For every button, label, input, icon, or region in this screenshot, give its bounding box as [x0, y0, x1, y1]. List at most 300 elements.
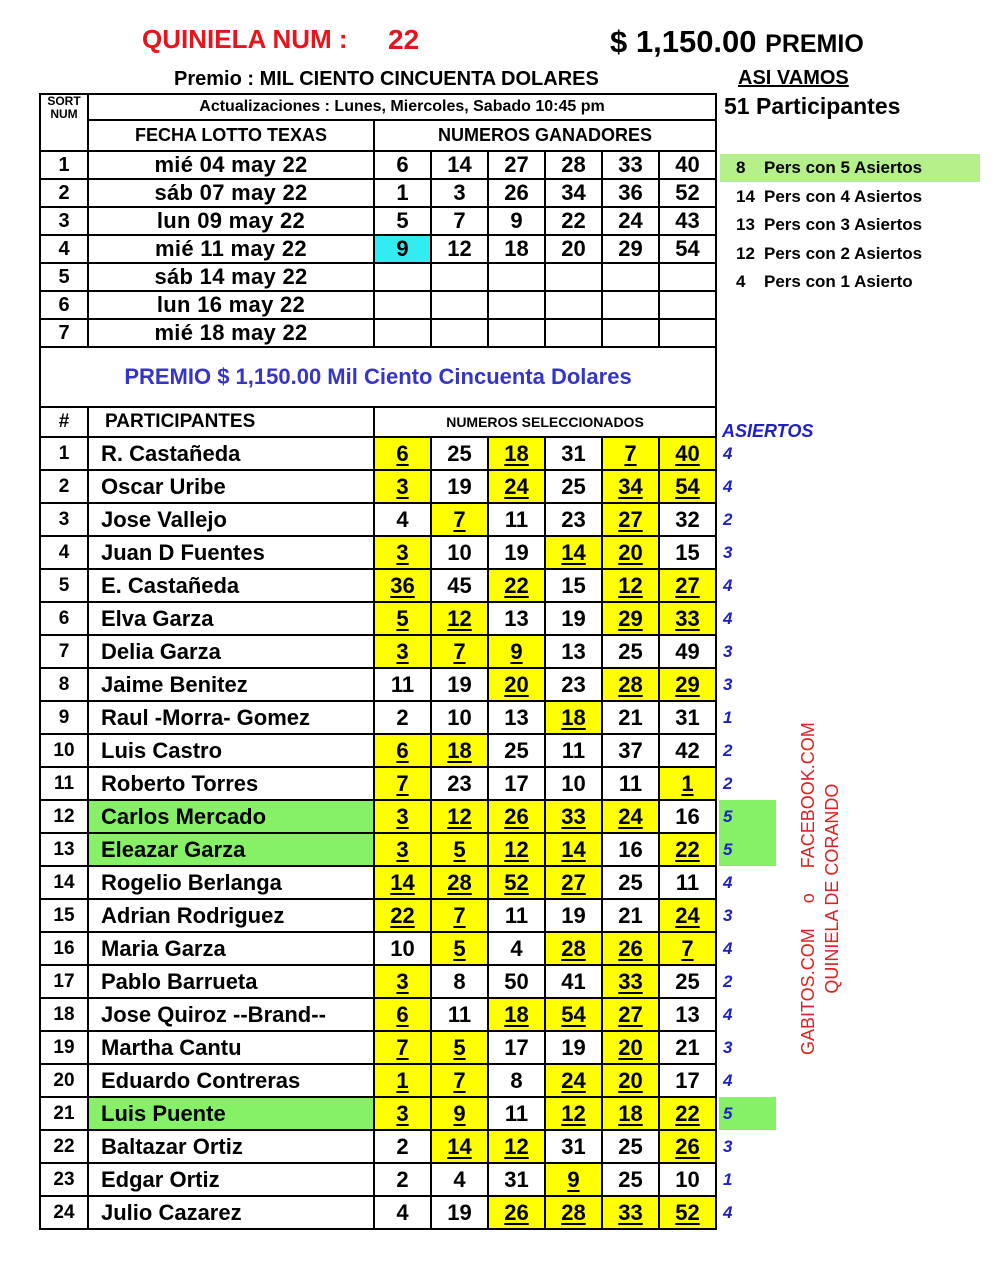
matched-number: 54: [545, 998, 602, 1031]
draw-row: [40, 235, 716, 263]
participant-number: 6: [40, 602, 88, 635]
summary-text: Pers con 2 Asiertos: [764, 243, 923, 263]
participants-header: PARTICIPANTES: [88, 407, 374, 437]
winning-number: [374, 291, 431, 319]
matched-number: 24: [659, 899, 716, 932]
winning-number: [602, 291, 659, 319]
winning-number: 34: [545, 179, 602, 207]
matched-number: 18: [602, 1097, 659, 1130]
draw-row: [40, 319, 716, 347]
participant-row[interactable]: [40, 932, 716, 965]
asiertos-value: 1: [723, 1170, 733, 1189]
participant-row[interactable]: [40, 998, 716, 1031]
participant-number: 19: [40, 1031, 88, 1064]
participant-name: Luis Castro: [88, 734, 374, 767]
selected-numbers-header: NUMEROS SELECCIONADOS: [374, 407, 716, 437]
participant-row[interactable]: [40, 1097, 716, 1130]
selected-number: 8: [431, 965, 488, 998]
matched-number: 28: [545, 932, 602, 965]
matched-number: 12: [431, 800, 488, 833]
matched-number: 20: [602, 536, 659, 569]
participant-number: 13: [40, 833, 88, 866]
draw-row: [40, 263, 716, 291]
draw-sort-num: 5: [40, 263, 88, 291]
asiertos-value: 3: [723, 1137, 733, 1156]
participant-number: 17: [40, 965, 88, 998]
draw-sort-num: 3: [40, 207, 88, 235]
matched-number: 7: [431, 635, 488, 668]
asiertos-value: 1: [723, 708, 733, 727]
quiniela-number: 22: [388, 24, 420, 55]
selected-number: 10: [659, 1163, 716, 1196]
participant-number: 22: [40, 1130, 88, 1163]
selected-number: 2: [374, 1130, 431, 1163]
matched-number: 22: [659, 833, 716, 866]
draw-sort-num: 2: [40, 179, 88, 207]
selected-number: 21: [659, 1031, 716, 1064]
asiertos-value: 2: [723, 510, 733, 529]
winning-number: 3: [431, 179, 488, 207]
winning-number: [602, 319, 659, 347]
matched-number: 6: [374, 437, 431, 470]
winning-number: 22: [545, 207, 602, 235]
sort-num-header[interactable]: SORT NUM: [40, 94, 88, 151]
participant-row[interactable]: [40, 1196, 716, 1229]
participant-number: 8: [40, 668, 88, 701]
summary-count: 14: [736, 186, 755, 206]
selected-number: 10: [374, 932, 431, 965]
selected-number: 19: [488, 536, 545, 569]
sponsor-line-1: GABITOS.COM o FACEBOOK.COM: [798, 722, 818, 1055]
participant-name: Eduardo Contreras: [88, 1064, 374, 1097]
matched-number: 7: [431, 1064, 488, 1097]
matched-number: 22: [659, 1097, 716, 1130]
participant-row[interactable]: [40, 635, 716, 668]
matched-number: 20: [602, 1031, 659, 1064]
matched-number: 24: [602, 800, 659, 833]
summary-count: 8: [736, 158, 746, 177]
selected-number: 25: [659, 965, 716, 998]
matched-number: 3: [374, 470, 431, 503]
selected-number: 11: [488, 503, 545, 536]
asiertos-value: 5: [723, 1104, 733, 1123]
draw-date: mié 18 may 22: [88, 319, 374, 347]
participant-name: Elva Garza: [88, 602, 374, 635]
winning-number: 28: [545, 151, 602, 179]
asiertos-value: 3: [723, 906, 733, 925]
asiertos-value: 2: [723, 972, 733, 991]
summary-item: [720, 240, 980, 268]
selected-number: 16: [602, 833, 659, 866]
participant-row[interactable]: [40, 701, 716, 734]
summary-text: Pers con 3 Asiertos: [764, 215, 923, 234]
matched-number: 12: [488, 833, 545, 866]
winning-number: [431, 291, 488, 319]
participant-row[interactable]: [40, 833, 716, 866]
selected-number: 32: [659, 503, 716, 536]
asiertos-value: 5: [723, 840, 733, 859]
participant-name: Raul -Morra- Gomez: [88, 701, 374, 734]
matched-number: 18: [431, 734, 488, 767]
asiertos-value: 4: [723, 1203, 733, 1222]
participant-name: Julio Cazarez: [88, 1196, 374, 1229]
matched-number: 7: [374, 1031, 431, 1064]
participant-number: 5: [40, 569, 88, 602]
matched-number: 9: [431, 1097, 488, 1130]
matched-number: 22: [374, 899, 431, 932]
summary-text: Pers con 4 Asiertos: [764, 186, 923, 206]
matched-number: 12: [431, 602, 488, 635]
winning-number: [659, 319, 716, 347]
participant-row[interactable]: [40, 1130, 716, 1163]
participant-number: 15: [40, 899, 88, 932]
quiniela-title: QUINIELA NUM :: [142, 24, 348, 54]
matched-number: 18: [488, 998, 545, 1031]
asiertos-value: 4: [723, 576, 733, 595]
selected-number: 23: [545, 503, 602, 536]
winning-number: 5: [374, 207, 431, 235]
matched-number: 14: [431, 1130, 488, 1163]
selected-number: 4: [374, 503, 431, 536]
selected-number: 13: [488, 701, 545, 734]
selected-number: 31: [545, 1130, 602, 1163]
prize-heading: [610, 24, 864, 60]
summary-count: 4: [736, 272, 746, 291]
winning-numbers-header: NUMEROS GANADORES: [374, 120, 716, 151]
selected-number: 11: [488, 1097, 545, 1130]
draw-date: sáb 07 may 22: [88, 179, 374, 207]
prize-banner: PREMIO $ 1,150.00 Mil Ciento Cincuenta Dolares: [40, 347, 716, 407]
selected-number: 10: [431, 536, 488, 569]
matched-number: 7: [659, 932, 716, 965]
draw-sort-num: 6: [40, 291, 88, 319]
matched-number: 5: [431, 833, 488, 866]
selected-number: 19: [431, 470, 488, 503]
selected-number: 42: [659, 734, 716, 767]
matched-number: 14: [374, 866, 431, 899]
matched-number: 33: [545, 800, 602, 833]
winning-number: 12: [431, 235, 488, 263]
winning-number: 7: [431, 207, 488, 235]
participant-name: R. Castañeda: [88, 437, 374, 470]
participant-number: 7: [40, 635, 88, 668]
participant-row[interactable]: [40, 734, 716, 767]
participant-number: 23: [40, 1163, 88, 1196]
selected-number: 17: [659, 1064, 716, 1097]
draw-date: lun 16 may 22: [88, 291, 374, 319]
matched-number: 12: [545, 1097, 602, 1130]
winning-number: 9: [488, 207, 545, 235]
participant-number: 3: [40, 503, 88, 536]
winning-number: [431, 319, 488, 347]
winning-number: [488, 319, 545, 347]
winning-number: 1: [374, 179, 431, 207]
asiertos-value: 4: [723, 873, 733, 892]
matched-number: 26: [488, 1196, 545, 1229]
draw-sort-num: 4: [40, 235, 88, 263]
asiertos-value: 4: [723, 444, 733, 463]
draw-date: mié 04 may 22: [88, 151, 374, 179]
participant-row[interactable]: [40, 1064, 716, 1097]
winning-number: 54: [659, 235, 716, 263]
matched-number: 29: [602, 602, 659, 635]
participant-name: Baltazar Ortiz: [88, 1130, 374, 1163]
selected-number: 19: [545, 602, 602, 635]
selected-number: 25: [602, 1130, 659, 1163]
selected-number: 4: [488, 932, 545, 965]
draw-row: [40, 151, 716, 179]
asiertos-value: 3: [723, 642, 733, 661]
matched-number: 52: [659, 1196, 716, 1229]
selected-number: 13: [545, 635, 602, 668]
selected-number: 19: [545, 899, 602, 932]
selected-number: 50: [488, 965, 545, 998]
winning-number: 26: [488, 179, 545, 207]
lotto-table: [39, 93, 717, 1230]
participant-name: Martha Cantu: [88, 1031, 374, 1064]
participant-row[interactable]: [40, 1031, 716, 1064]
matched-number: 28: [602, 668, 659, 701]
matched-number: 3: [374, 965, 431, 998]
asiertos-value: 2: [723, 774, 733, 793]
participant-row[interactable]: [40, 536, 716, 569]
participant-number: 16: [40, 932, 88, 965]
draw-date: mié 11 may 22: [88, 235, 374, 263]
selected-number: 25: [602, 635, 659, 668]
selected-number: 45: [431, 569, 488, 602]
matched-number: 14: [545, 536, 602, 569]
participant-row[interactable]: [40, 569, 716, 602]
matched-number: 14: [545, 833, 602, 866]
summary-text: Pers con 5 Asiertos: [764, 158, 923, 177]
matched-number: 6: [374, 998, 431, 1031]
matched-number: 12: [488, 1130, 545, 1163]
matched-number: 9: [488, 635, 545, 668]
selected-number: 11: [545, 734, 602, 767]
selected-number: 49: [659, 635, 716, 668]
selected-number: 4: [374, 1196, 431, 1229]
participant-number: 10: [40, 734, 88, 767]
selected-number: 11: [431, 998, 488, 1031]
winning-number: [545, 291, 602, 319]
participant-name: Roberto Torres: [88, 767, 374, 800]
participant-name: E. Castañeda: [88, 569, 374, 602]
winning-number: 43: [659, 207, 716, 235]
matched-number: 3: [374, 1097, 431, 1130]
summary-count: 12: [736, 243, 755, 263]
selected-number: 37: [602, 734, 659, 767]
matched-number: 24: [545, 1064, 602, 1097]
selected-number: 8: [488, 1064, 545, 1097]
matched-number: 33: [602, 965, 659, 998]
selected-number: 11: [488, 899, 545, 932]
summary-count: 13: [736, 215, 755, 234]
selected-number: 31: [488, 1163, 545, 1196]
matched-number: 7: [602, 437, 659, 470]
winning-number: [602, 263, 659, 291]
asiertos-value: 4: [723, 609, 733, 628]
selected-number: 25: [602, 1163, 659, 1196]
prize-label: PREMIO: [765, 30, 864, 58]
winning-number: [488, 263, 545, 291]
participant-name: Jaime Benitez: [88, 668, 374, 701]
selected-number: 31: [545, 437, 602, 470]
selected-number: 10: [431, 701, 488, 734]
participant-name: Luis Puente: [88, 1097, 374, 1130]
winning-number: 18: [488, 235, 545, 263]
asiertos-value: 4: [723, 1071, 733, 1090]
winning-number: 36: [602, 179, 659, 207]
matched-number: 1: [374, 1064, 431, 1097]
matched-number: 26: [659, 1130, 716, 1163]
draw-sort-num: 1: [40, 151, 88, 179]
participant-row[interactable]: [40, 800, 716, 833]
participant-number: 2: [40, 470, 88, 503]
participant-number: 9: [40, 701, 88, 734]
matched-number: 26: [602, 932, 659, 965]
participant-row[interactable]: [40, 437, 716, 470]
matched-number: 54: [659, 470, 716, 503]
participant-name: Pablo Barrueta: [88, 965, 374, 998]
selected-number: 17: [488, 767, 545, 800]
participant-name: Juan D Fuentes: [88, 536, 374, 569]
winning-number: 33: [602, 151, 659, 179]
matched-number: 52: [488, 866, 545, 899]
matched-number: 3: [374, 800, 431, 833]
selected-number: 25: [488, 734, 545, 767]
draw-row: [40, 291, 716, 319]
draw-date: lun 09 may 22: [88, 207, 374, 235]
winning-number: 6: [374, 151, 431, 179]
participant-row[interactable]: [40, 668, 716, 701]
selected-number: 25: [431, 437, 488, 470]
winning-number: 9: [374, 235, 431, 263]
selected-number: 23: [431, 767, 488, 800]
asiertos-value: 5: [723, 807, 733, 826]
matched-number: 5: [374, 602, 431, 635]
matched-number: 36: [374, 569, 431, 602]
asiertos-value: 4: [723, 1005, 733, 1024]
participant-number: 1: [40, 437, 88, 470]
participant-name: Rogelio Berlanga: [88, 866, 374, 899]
participant-row[interactable]: [40, 965, 716, 998]
participant-number: 20: [40, 1064, 88, 1097]
matched-number: 9: [545, 1163, 602, 1196]
participant-row[interactable]: [40, 602, 716, 635]
asi-vamos-heading: ASI VAMOS: [738, 67, 849, 89]
matched-number: 3: [374, 635, 431, 668]
draw-date: sáb 14 may 22: [88, 263, 374, 291]
participant-name: Carlos Mercado: [88, 800, 374, 833]
matched-number: 27: [602, 503, 659, 536]
participant-name: Maria Garza: [88, 932, 374, 965]
participant-number: 21: [40, 1097, 88, 1130]
selected-number: 25: [602, 866, 659, 899]
participant-number: 24: [40, 1196, 88, 1229]
selected-number: 10: [545, 767, 602, 800]
selected-number: 16: [659, 800, 716, 833]
asiertos-header: ASIERTOS: [722, 421, 814, 441]
matched-number: 5: [431, 932, 488, 965]
winning-number: [545, 263, 602, 291]
participant-row[interactable]: [40, 899, 716, 932]
selected-number: 4: [431, 1163, 488, 1196]
matched-number: 5: [431, 1031, 488, 1064]
asiertos-value: 4: [723, 939, 733, 958]
selected-number: 13: [488, 602, 545, 635]
asiertos-value: 3: [723, 1038, 733, 1057]
participant-number: 11: [40, 767, 88, 800]
matched-number: 28: [545, 1196, 602, 1229]
draw-sort-num: 7: [40, 319, 88, 347]
matched-number: 3: [374, 833, 431, 866]
asiertos-value: 2: [723, 741, 733, 760]
winning-number: 29: [602, 235, 659, 263]
draw-row: [40, 179, 716, 207]
winning-number: [659, 291, 716, 319]
winning-number: [545, 319, 602, 347]
participant-row[interactable]: [40, 1163, 716, 1196]
participant-name: Oscar Uribe: [88, 470, 374, 503]
participant-number: 18: [40, 998, 88, 1031]
selected-number: 11: [374, 668, 431, 701]
participant-name: Delia Garza: [88, 635, 374, 668]
participant-row[interactable]: [40, 503, 716, 536]
matched-number: 1: [659, 767, 716, 800]
selected-number: 2: [374, 701, 431, 734]
winning-number: 52: [659, 179, 716, 207]
participant-number: 12: [40, 800, 88, 833]
matched-number: 40: [659, 437, 716, 470]
matched-number: 20: [488, 668, 545, 701]
selected-number: 15: [545, 569, 602, 602]
matched-number: 24: [488, 470, 545, 503]
selected-number: 41: [545, 965, 602, 998]
selected-number: 23: [545, 668, 602, 701]
winning-number: 27: [488, 151, 545, 179]
selected-number: 21: [602, 899, 659, 932]
matched-number: 7: [431, 503, 488, 536]
winning-number: [374, 319, 431, 347]
selected-number: 19: [431, 1196, 488, 1229]
winning-number: 24: [602, 207, 659, 235]
selected-number: 25: [545, 470, 602, 503]
participant-name: Jose Quiroz --Brand--: [88, 998, 374, 1031]
selected-number: 13: [659, 998, 716, 1031]
matched-number: 22: [488, 569, 545, 602]
selected-number: 31: [659, 701, 716, 734]
summary-item: [720, 154, 980, 182]
matched-number: 20: [602, 1064, 659, 1097]
matched-number: 33: [602, 1196, 659, 1229]
prize-text: Premio : MIL CIENTO CINCUENTA DOLARES: [174, 68, 599, 90]
matched-number: 6: [374, 734, 431, 767]
winning-number: 14: [431, 151, 488, 179]
selected-number: 11: [602, 767, 659, 800]
asiertos-value: 3: [723, 543, 733, 562]
winning-number: [659, 263, 716, 291]
asiertos-value: 4: [723, 477, 733, 496]
selected-number: 19: [431, 668, 488, 701]
sponsor-line-2: QUINIELA DE CORANDO: [822, 783, 842, 994]
participant-row[interactable]: [40, 767, 716, 800]
selected-number: 17: [488, 1031, 545, 1064]
selected-number: 11: [659, 866, 716, 899]
participant-row[interactable]: [40, 470, 716, 503]
participant-number: 4: [40, 536, 88, 569]
participant-row[interactable]: [40, 866, 716, 899]
draw-row: [40, 207, 716, 235]
